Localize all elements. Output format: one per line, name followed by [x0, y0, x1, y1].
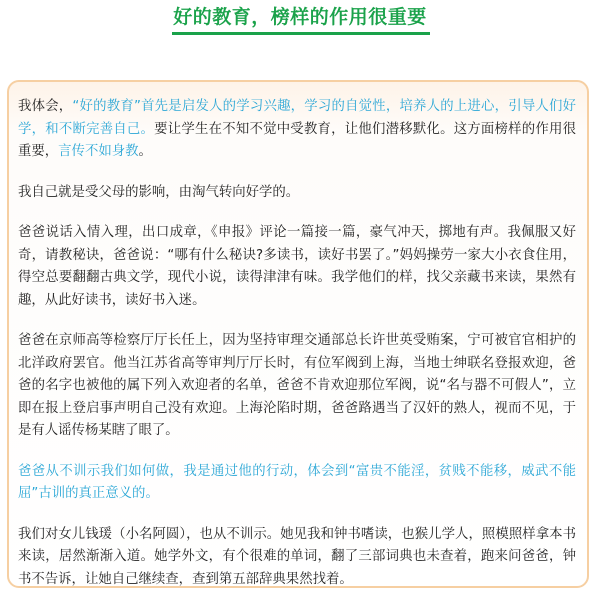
paragraph-1	[18, 96, 576, 164]
title-underline	[172, 32, 430, 35]
paragraph-3: 爸爸说话入情入理，出口成章，《申报》评论一篇接一篇，豪气冲天，掷地有声。我佩服又好奇，请教秘诀，爸爸说：“哪有什么秘诀?多读书，读好书罢了。”妈妈操劳一家大小衣食住用，得空总要翻翻古典文学，现代小说，读得津津有味。我学他们的样，找父亲藏书来读，果然有趣，从此好读书，读好书入迷。	[18, 225, 576, 308]
paragraph-1-body: 要让学生在不知不觉中受教育，让他们潜移默化。这方面榜样的作用很重要，	[18, 121, 577, 159]
paragraph-1-motto: 言传不如身教	[58, 144, 139, 159]
paragraph-6: 我们对女儿钱瑗（小名阿圆），也从不训示。她见我和钟书嗜读，也猴儿学人，照模照样拿本书来读，居然渐渐入道。她学外文，有个很难的单词，翻了三部词典也未查着，跑来问爸爸，钟书不告诉，让她自己继续查，查到第五部辞典果然找着。	[18, 526, 576, 587]
paragraph-4: 爸爸在京师高等检察厅厅长任上，因为坚持审理交通部总长许世英受贿案，宁可被官官相护的北洋政府罢官。他当江苏省高等审判厅厅长时，有位军阀到上海，当地士绅联名登报欢迎，爸爸的名字也被他的属下列入欢迎者的名单，爸爸不肯欢迎那位军阀，说“名与器不可假人”，立即在报上登启事声明自己没有欢迎。上海沦陷时期，爸爸路遇当了汉奸的熟人，视而不见，于是有人谣传杨某瞎了眼了。	[18, 333, 576, 438]
paragraph-1-intro: 我体会，	[18, 99, 73, 114]
page-title: 好的教育，榜样的作用很重要	[173, 6, 427, 28]
article-body	[18, 96, 576, 601]
paragraph-1-highlight: “好的教育”首先是启发人的学习兴趣，学习的自觉性，培养人的上进心，引导人们好学，和不断完善自己。	[18, 99, 577, 137]
paragraph-1-end: 。	[138, 144, 152, 159]
paragraph-5: 爸爸从不训示我们如何做，我是通过他的行动，体会到“富贵不能淫，贫贱不能移，威武不能屈”古训的真正意义的。	[18, 463, 576, 501]
paragraph-2: 我自己就是受父母的影响，由淘气转向好学的。	[18, 184, 300, 200]
